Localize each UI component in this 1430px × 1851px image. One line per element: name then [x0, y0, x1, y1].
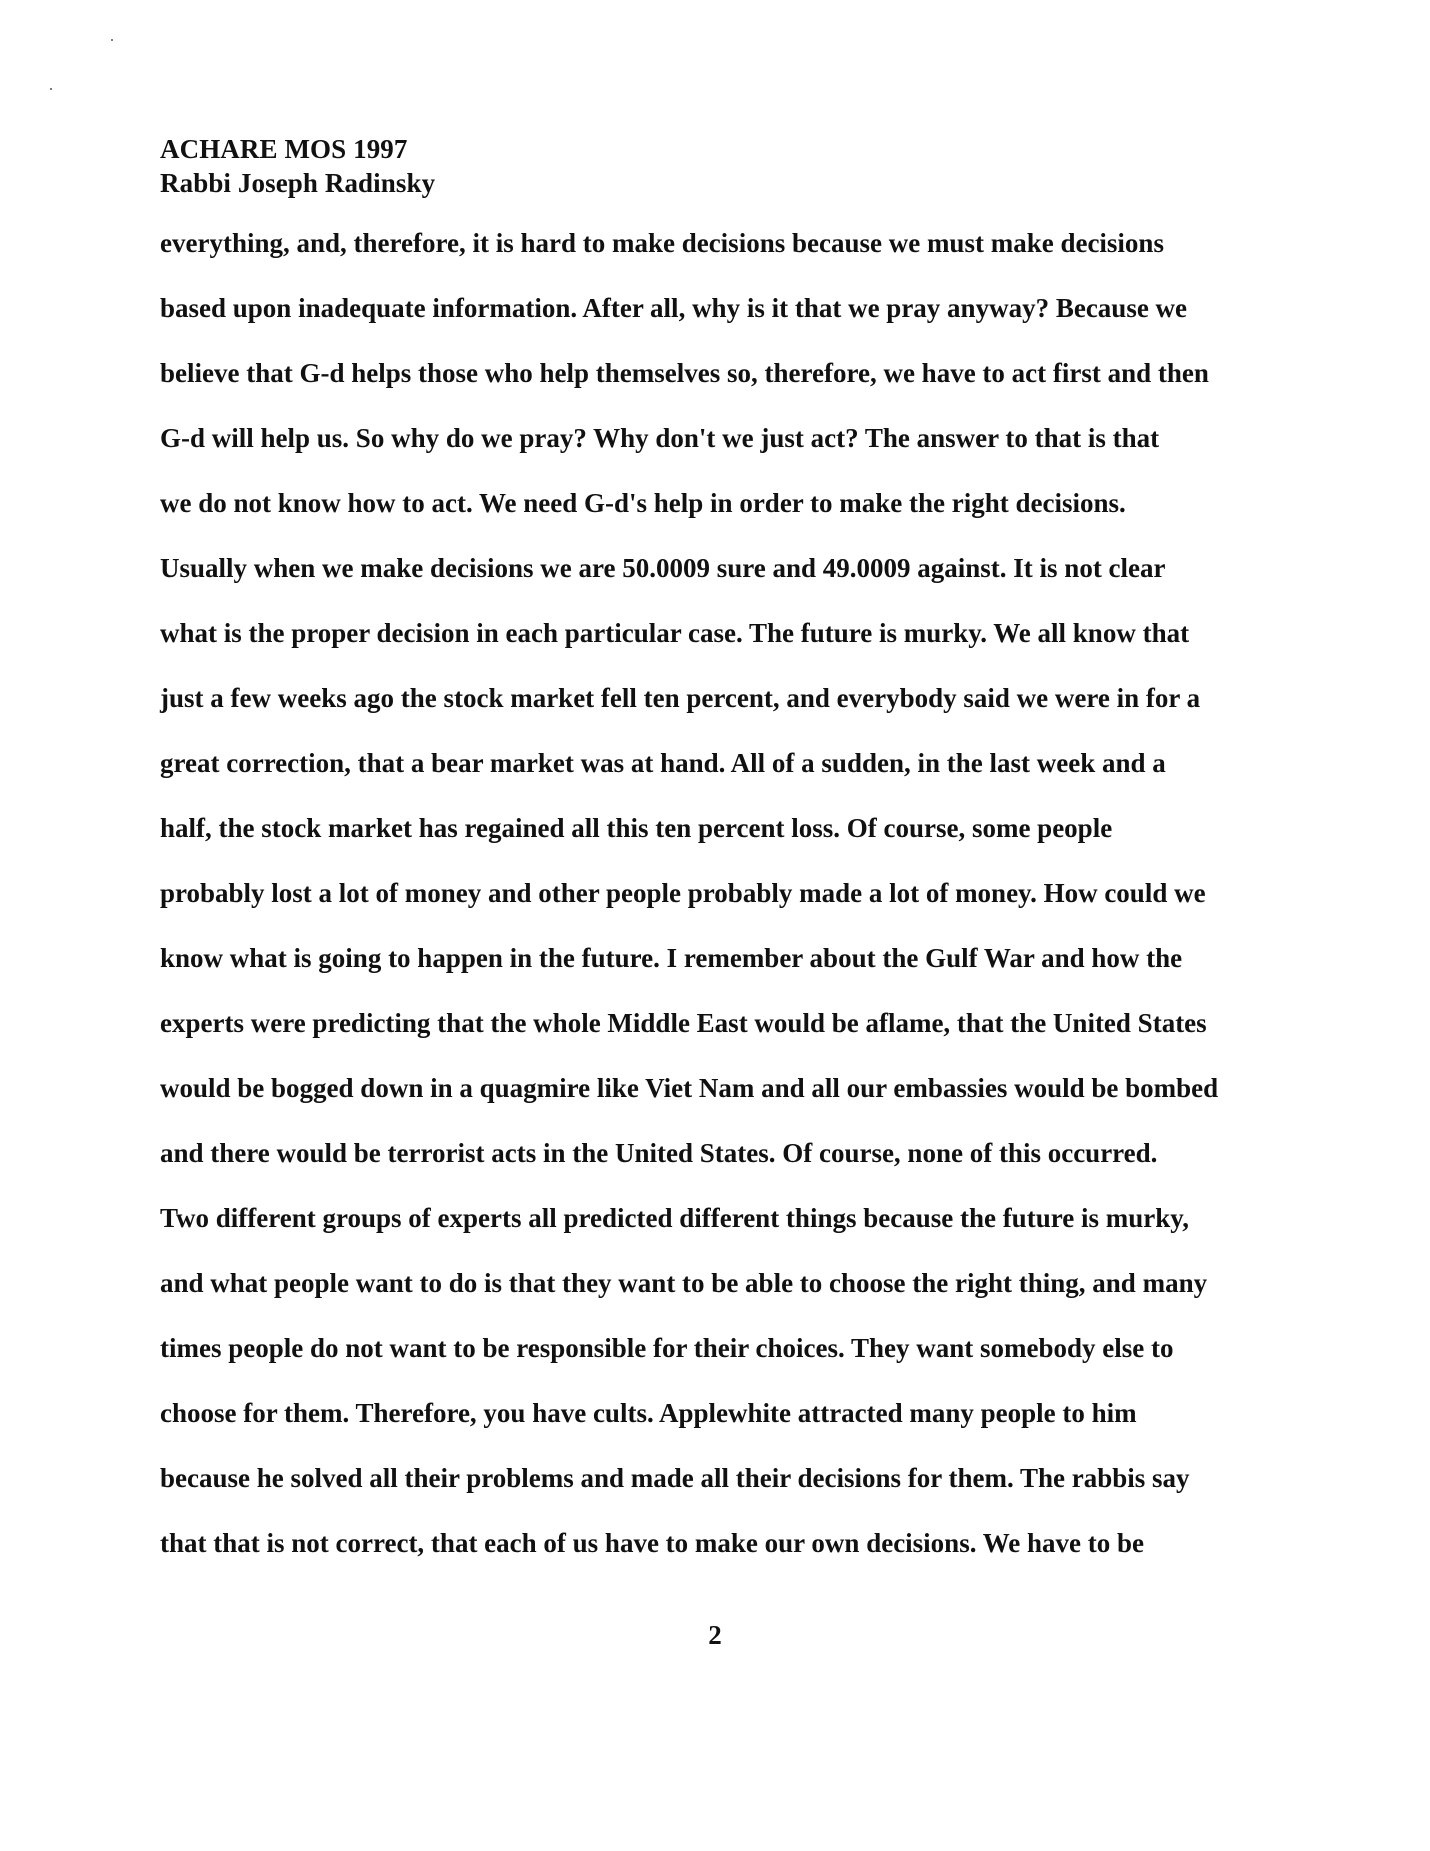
text-line: and what people want to do is that they want to be able to choose the right thing, and many	[160, 1268, 1208, 1298]
text-line: Two different groups of experts all predicted different things because the future is murky,	[160, 1203, 1189, 1233]
text-line: based upon inadequate information. After all, why is it that we pray anyway? Because we	[160, 293, 1188, 323]
body-text	[160, 226, 1270, 1591]
page-number: 2	[708, 1620, 722, 1650]
text-line: experts were predicting that the whole Middle East would be aflame, that the United States	[160, 1008, 1207, 1038]
document-header	[160, 132, 435, 200]
text-line: G-d will help us. So why do we pray? Why don't we just act? The answer to that is that	[160, 423, 1160, 453]
text-line: great correction, that a bear market was at hand. All of a sudden, in the last week and a	[160, 748, 1166, 778]
text-line: what is the proper decision in each particular case. The future is murky. We all know that	[160, 618, 1190, 648]
text-line: Usually when we make decisions we are 50.0009 sure and 49.0009 against. It is not clear	[160, 553, 1166, 583]
text-line: because he solved all their problems and made all their decisions for them. The rabbis say	[160, 1463, 1190, 1493]
text-line: know what is going to happen in the future. I remember about the Gulf War and how the	[160, 943, 1183, 973]
document-title: ACHARE MOS 1997	[160, 134, 408, 164]
text-line: choose for them. Therefore, you have cults. Applewhite attracted many people to him	[160, 1398, 1137, 1428]
text-line: believe that G-d helps those who help themselves so, therefore, we have to act first and then	[160, 358, 1209, 388]
text-line: we do not know how to act. We need G-d's help in order to make the right decisions.	[160, 488, 1126, 518]
text-line: just a few weeks ago the stock market fell ten percent, and everybody said we were in for a	[160, 683, 1201, 713]
text-line: probably lost a lot of money and other people probably made a lot of money. How could we	[160, 878, 1206, 908]
text-line: everything, and, therefore, it is hard to make decisions because we must make decisions	[160, 228, 1164, 258]
text-line: and there would be terrorist acts in the United States. Of course, none of this occurred.	[160, 1138, 1158, 1168]
text-line: half, the stock market has regained all this ten percent loss. Of course, some people	[160, 813, 1113, 843]
text-line: times people do not want to be responsible for their choices. They want somebody else to	[160, 1333, 1174, 1363]
text-line: that that is not correct, that each of us have to make our own decisions. We have to be	[160, 1528, 1144, 1558]
scan-speck	[111, 39, 113, 41]
scan-speck	[50, 88, 52, 90]
document-author: Rabbi Joseph Radinsky	[160, 168, 436, 198]
text-line: would be bogged down in a quagmire like Viet Nam and all our embassies would be bombed	[160, 1073, 1219, 1103]
